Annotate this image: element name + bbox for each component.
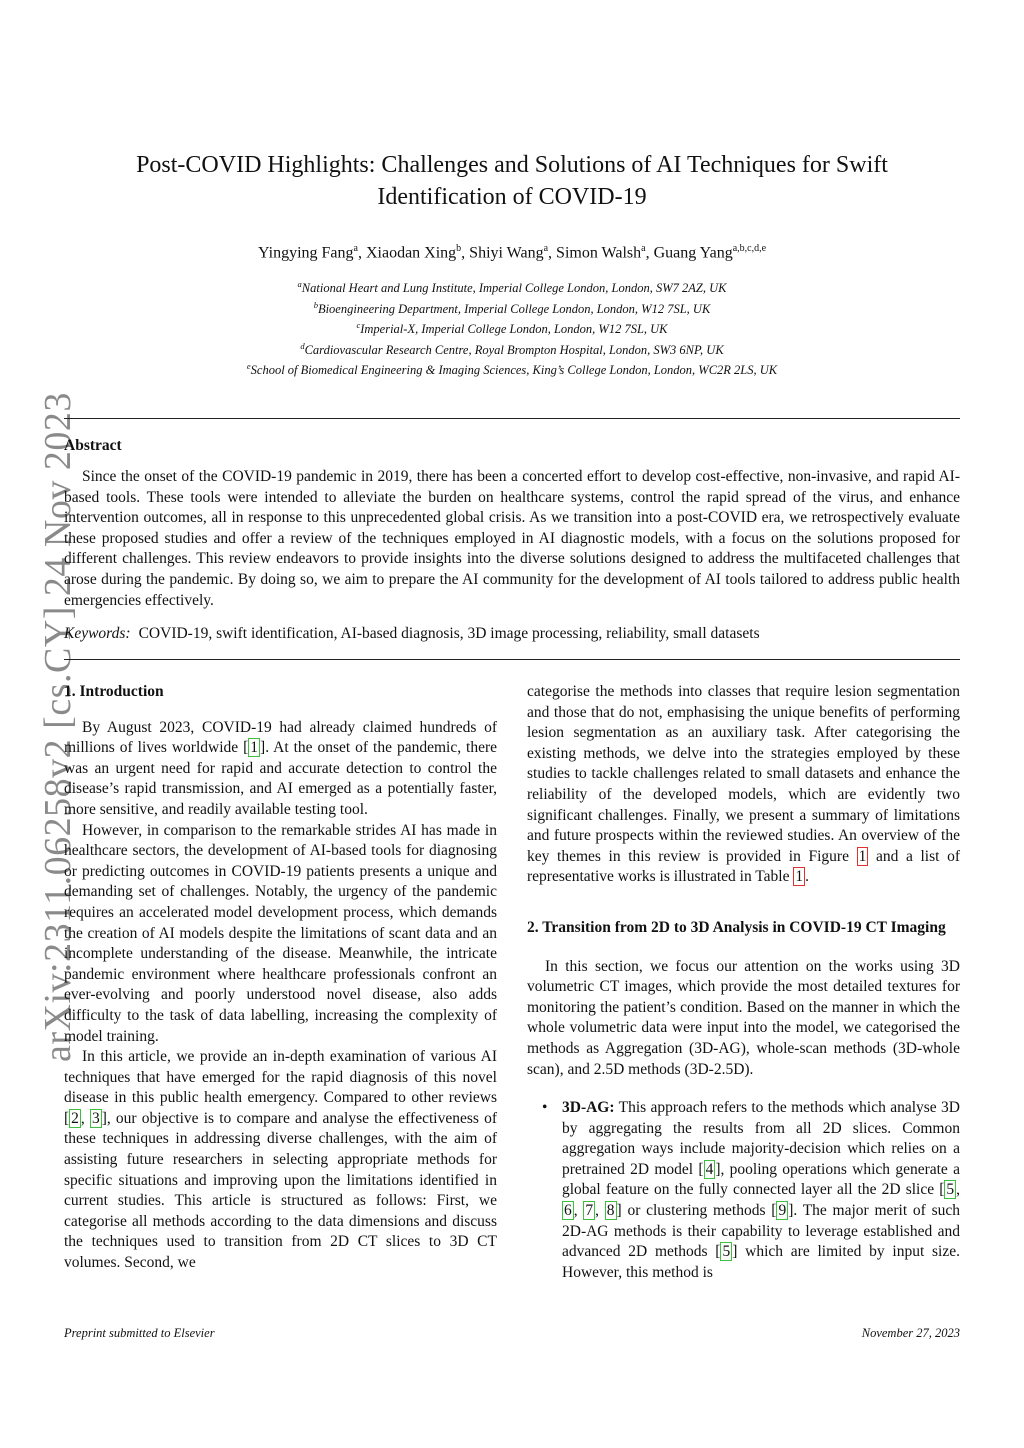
affiliation-text: Imperial-X, Imperial College London, London, W12 7SL, UK	[360, 322, 668, 337]
footer-date: November 27, 2023	[861, 1326, 960, 1340]
citation-link[interactable]: 5	[722, 1243, 731, 1261]
text-run: By August 2023, COVID-19 had already claimed hundreds of millions of lives worldwide [	[64, 718, 497, 757]
section-heading-introduction: 1. Introduction	[64, 683, 164, 700]
text-run: ]. At the onset of the pandemic, there was an urgent need for rapid and accurate detection to control the disease’s rapid transmission, and AI emerged as a potentially faster, more sensitive, and readily available testing tool.	[64, 739, 498, 818]
text-run: .	[805, 868, 809, 886]
section-heading-transition: 2. Transition from 2D to 3D Analysis in COVID-19 CT Imaging	[527, 918, 946, 936]
title-line-1: Post-COVID Highlights: Challenges and Solutions of AI Techniques for Swift	[136, 152, 888, 178]
affiliation-text: Cardiovascular Research Centre, Royal Brompton Hospital, London, SW3 6NP, UK	[304, 342, 724, 357]
affiliation-sup: e	[246, 361, 251, 372]
table-link[interactable]: 1	[795, 868, 804, 886]
left-column	[64, 682, 497, 1274]
keywords-text: COVID-19, swift identification, AI-based diagnosis, 3D image processing, reliability, small datasets	[138, 625, 760, 642]
author-list: Yingying Fang$^a$, Xiaodan Xing$^b$, Shiyi Wang$^a$, Simon Walsh$^a$, Guang Yang$^{a,b,c,d,e}$	[257, 243, 767, 262]
keywords-label: Keywords:	[64, 625, 131, 642]
author-name: Simon Walsh	[556, 244, 642, 262]
author-name: Yingying Fang	[257, 244, 354, 262]
bullet-item-3d-ag: • 3D-AG: This approach refers to the methods which analyse 3D by aggregating the results from all 2D slices. Common aggregation ways include majority-decision which relies on a pretrained 2D model [ 4 ], pooling operations which generate a global feature on the fully connected layer all the 2D slice [ 5 , 6 , 7 , 8 ] or clustering methods [ 9 ]. The major merit of such 2D-AG methods is their capability to leverage established and advanced 2D methods [ 5 ] which are limited by input size. However, this method is	[542, 1099, 961, 1281]
citation-link[interactable]: 8	[606, 1202, 615, 1220]
affiliation-text: Bioengineering Department, Imperial College London, London, W12 7SL, UK	[317, 301, 711, 316]
paper-title	[64, 149, 960, 213]
author-name: Guang Yang	[653, 244, 733, 262]
author-name: Xiaodan Xing	[365, 244, 457, 262]
text-run: This approach refers to the methods which analyse 3D by aggregating the results from all 2D slices. Common aggregation ways include majority-decision which relies on a pretrained 2D model [	[562, 1099, 960, 1178]
citation-link[interactable]: 4	[705, 1160, 714, 1178]
affiliation	[64, 297, 960, 318]
text-run: ] or clustering methods [	[616, 1202, 777, 1220]
intro-paragraph-3	[64, 1047, 497, 1274]
affiliation	[64, 338, 960, 359]
affiliation	[64, 276, 960, 297]
section2-paragraph-1: In this section, we focus our attention on the works using 3D volumetric CT images, which provide the most detailed textures for monitoring the patient’s condition. Based on the manner in which the whole volumetric data were input into the model, we categorised the methods as Aggregation (3D-AG), whole-scan methods (3D-whole scan), and 2.5D methods (3D-2.5D).	[527, 957, 960, 1078]
affiliation	[64, 358, 960, 379]
affiliation-sup: a	[297, 279, 302, 289]
author-affil-sup: a	[543, 243, 549, 254]
text-run: ], our objective is to compare and analyse the effectiveness of these techniques in addressing diverse challenges, with the aim of assisting future researchers in selecting appropriate methods for specific situations and improving upon the limitations identified in current studies. This article is structured as follows: First, we categorise all methods according to the data dimensions and discuss the techniques used to transition from 2D CT slices to 3D CT volumes. Second, we	[64, 1109, 497, 1272]
affiliation-text: National Heart and Lung Institute, Imperial College London, London, SW7 2AZ, UK	[301, 281, 727, 296]
citation-link[interactable]: 1	[250, 739, 259, 757]
author-affil-sup: b	[456, 243, 462, 254]
affiliation-text: School of Biomedical Engineering & Imaging Sciences, King’s College London, London, WC2R 2LS, UK	[250, 363, 778, 378]
text-run: ,	[80, 1109, 90, 1127]
intro-paragraph-2: However, in comparison to the remarkable strides AI has made in healthcare sectors, the development of AI-based tools for diagnosing or predicting outcomes in COVID-19 patients presents a unique and demanding set of challenges. Notably, the urgency of the pandemic requires an accelerated model development process, which demands the creation of AI models despite the limitations of scant data and an incomplete understanding of the disease. Meanwhile, the intricate pandemic environment where healthcare professionals confront an ever-evolving and poorly understood novel disease, also adds difficulty to the task of data labelling, increasing the complexity of model training.	[64, 821, 497, 1045]
abstract-bottom-rule	[64, 659, 960, 660]
abstract-heading: Abstract	[64, 437, 122, 454]
bullet-icon: •	[542, 1099, 548, 1117]
right-column	[527, 682, 960, 1283]
abstract-body: Since the onset of the COVID-19 pandemic in 2019, there has been a concerted effort to develop cost-effective, non-invasive, and rapid AI-based tools. These tools were intended to alleviate the burden on healthcare systems, control the rapid spread of the virus, and enhance intervention outcomes, all in response to this unprecedented global crisis. As we transition into a post-COVID era, we retrospectively evaluate these proposed studies and offer a review of the techniques employed in AI diagnostic models, with a focus on the solutions proposed for different challenges. This review endeavors to provide insights into the diverse solutions designed to address the multifaceted challenges that arose during the pandemic. By doing so, we aim to prepare the AI community for the development of AI tools tailored to address public health emergencies effectively.	[64, 468, 960, 609]
citation-link[interactable]: 3	[91, 1109, 100, 1127]
citation-link[interactable]: 7	[585, 1202, 594, 1220]
intro-paragraph-1	[64, 718, 497, 821]
author-affil-sup: a	[353, 243, 358, 254]
text-run: and a list of representative works is illustrated in Table	[527, 847, 960, 886]
text-run: ]. The major merit of such 2D-AG methods is their capability to leverage established and advanced 2D methods [	[562, 1202, 961, 1261]
affiliation-sup: c	[356, 320, 361, 331]
figure-link[interactable]: 1	[858, 847, 867, 865]
text-run: categorise the methods into classes that require lesion segmentation and those that do not, emphasising the unique benefits of performing lesion segmentation as an auxiliary task. After categorising the existing methods, we delve into the strategies employed by these studies to tackle challenges related to small datasets and enhance the reliability of the developed models, which are evidently two significant challenges. Finally, we present a summary of limitations and future prospects within the reviewed studies. An overview of the key themes in this review is provided in Figure	[527, 683, 960, 865]
method-bullet-list	[527, 1098, 960, 1283]
citation-link[interactable]: 2	[71, 1109, 79, 1127]
citation-link[interactable]: 6	[564, 1202, 572, 1220]
author-affil-sup: a,b,c,d,e	[732, 243, 767, 254]
affiliation-list	[64, 276, 960, 379]
text-run: In this article, we provide an in-depth examination of various AI techniques that have emerged for the rapid diagnosis of this novel disease in this public health emergency. Compared to other reviews [	[64, 1048, 497, 1127]
keywords	[64, 624, 960, 644]
affiliation-sup: d	[300, 340, 305, 351]
footer-preprint-note: Preprint submitted to Elsevier	[64, 1326, 215, 1340]
affiliation	[64, 317, 960, 338]
title-line-2: Identification of COVID-19	[377, 184, 647, 210]
intro-paragraph-4	[527, 682, 960, 888]
author-affil-sup: a	[641, 243, 646, 254]
citation-link[interactable]: 9	[778, 1202, 787, 1220]
bullet-term: 3D-AG:	[562, 1099, 615, 1117]
text-run: ], pooling operations which generate a global feature on the fully connected layer all the 2D slice [	[562, 1160, 960, 1199]
abstract-top-rule	[64, 418, 960, 419]
text-run: ] which are limited by input size. However, this method is	[562, 1243, 960, 1281]
arxiv-identifier: arXiv:2311.06258v2 [cs.CY] 24 Nov 2023	[37, 392, 79, 1062]
author-name: Shiyi Wang	[469, 244, 544, 262]
affiliation-sup: b	[313, 299, 318, 310]
citation-link[interactable]: 5	[946, 1181, 955, 1199]
